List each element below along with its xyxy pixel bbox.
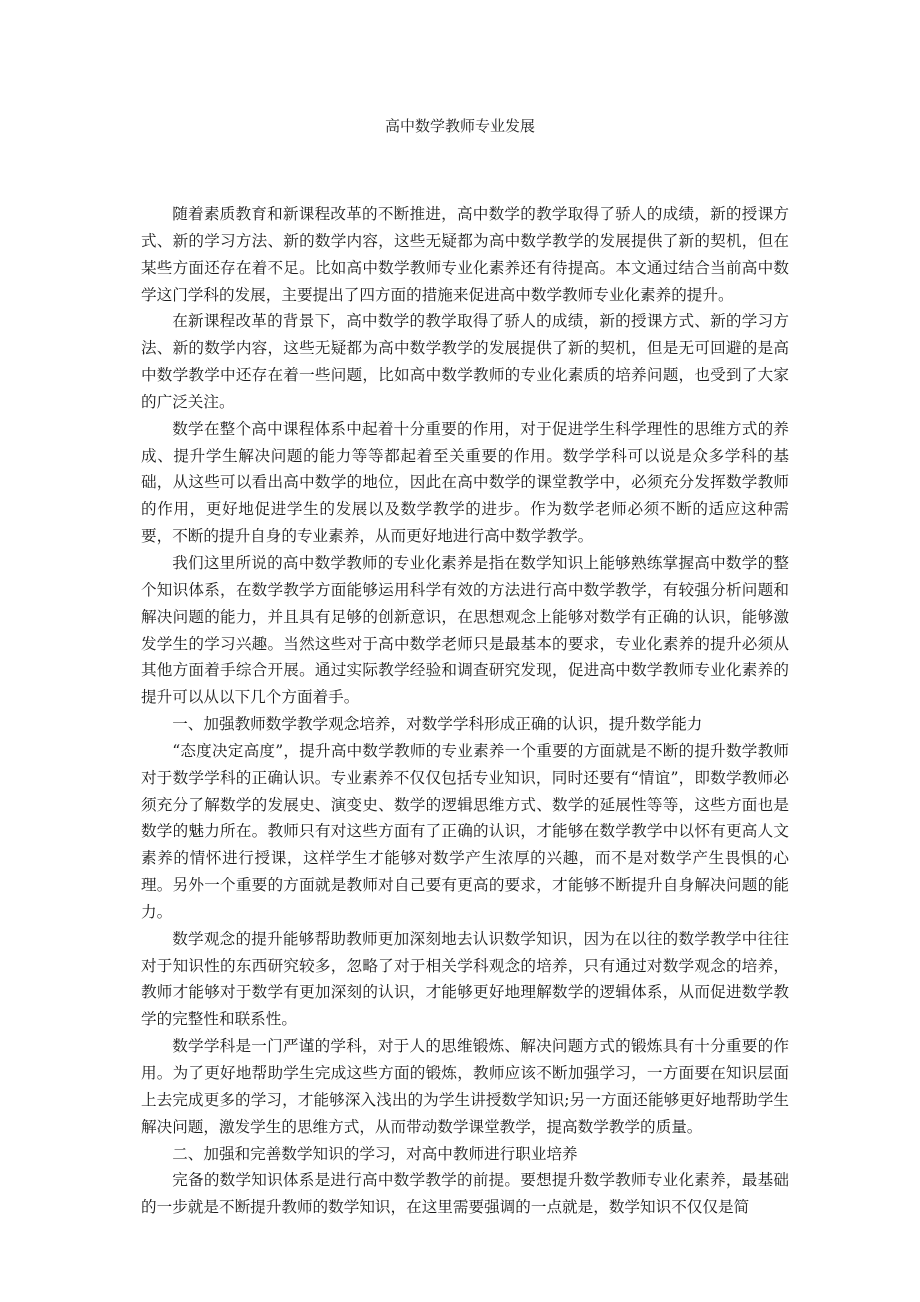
document-title: 高中数学教师专业发展: [384, 117, 535, 135]
paragraph-5: “态度决定高度”，提升高中数学教师的专业素养一个重要的方面就是不断的提升数学教师对于数学学科的正确认识。专业素养不仅仅包括专业知识，同时还要有“情谊”，即数学教师必须充分了解数学的发展史、演变史、数学的逻辑思维方式、数学的延展性等等，这些方面也是数学的魅力所在。教师只有对这些方面有了正确的认识，才能够在数学教学中以怀有更高人文素养的情怀进行授课，这样学生才能够对数学产生浓厚的兴趣，而不是对数学产生畏惧的心理。另外一个重要的方面就是教师对自己要有更高的要求，才能够不断提升自身解决问题的能力。: [141, 741, 789, 921]
paragraph-4: 我们这里所说的高中数学教师的专业化素养是指在数学知识上能够熟练掌握高中数学的整个知识体系，在数学教学方面能够运用科学有效的方法进行高中数学教学，有较强分析问题和解决问题的能力，并且具有足够的创新意识，在思想观念上能够对数学有正确的认识，能够激发学生的学习兴趣。当然这些对于高中数学老师只是最基本的要求，专业化素养的提升必须从其他方面着手综合开展。通过实际教学经验和调查研究发现，促进高中数学教师专业化素养的提升可以从以下几个方面着手。: [141, 553, 789, 707]
document-body: [141, 201, 789, 1221]
section-heading-2: 二、加强和完善数学知识的学习，对高中教师进行职业培养: [172, 1144, 578, 1163]
section-heading-1: 一、加强教师数学教学观念培养，对数学学科形成正确的认识，提升数学能力: [172, 715, 703, 734]
paragraph-2: 在新课程改革的背景下，高中数学的教学取得了骄人的成绩，新的授课方式、新的学习方法、新的数学内容，这些无疑都为高中数学教学的发展提供了新的契机，但是无可回避的是高中数学教学中还存在着一些问题，比如高中数学教师的专业化素质的培养问题，也受到了大家的广泛关注。: [141, 312, 789, 411]
paragraph-3: 数学在整个高中课程体系中起着十分重要的作用，对于促进学生科学理性的思维方式的养成、提升学生解决问题的能力等等都起着至关重要的作用。数学学科可以说是众多学科的基础，从这些可以看出高中数学的地位，因此在高中数学的课堂教学中，必须充分发挥数学教师的作用，更好地促进学生的发展以及数学教学的进步。作为数学老师必须不断的适应这种需要，不断的提升自身的专业素养，从而更好地进行高中数学教学。: [141, 419, 789, 546]
paragraph-7: 数学学科是一门严谨的学科，对于人的思维锻炼、解决问题方式的锻炼具有十分重要的作用。为了更好地帮助学生完成这些方面的锻炼，教师应该不断加强学习，一方面要在知识层面上去完成更多的学习，才能够深入浅出的为学生讲授数学知识;另一方面还能够更好地帮助学生解决问题，激发学生的思维方式，从而带动数学课堂教学，提高数学教学的质量。: [141, 1037, 789, 1136]
paragraph-8: 完备的数学知识体系是进行高中数学教学的前提。要想提升数学教师专业化素养，最基础的一步就是不断提升教师的数学知识，在这里需要强调的一点就是，数学知识不仅仅是简: [141, 1171, 789, 1217]
paragraph-1: 随着素质教育和新课程改革的不断推进，高中数学的教学取得了骄人的成绩，新的授课方式、新的学习方法、新的数学内容，这些无疑都为高中数学教学的发展提供了新的契机，但在某些方面还存在着不足。比如高中数学教师专业化素养还有待提高。本文通过结合当前高中数学这门学科的发展，主要提出了四方面的措施来促进高中数学教师专业化素养的提升。: [141, 205, 789, 304]
paragraph-6: 数学观念的提升能够帮助教师更加深刻地去认识数学知识，因为在以往的数学教学中往往对于知识性的东西研究较多，忽略了对于相关学科观念的培养，只有通过对数学观念的培养，教师才能够对于数学有更加深刻的认识，才能够更好地理解数学的逻辑体系，从而促进数学教学的完整性和联系性。: [141, 929, 789, 1029]
